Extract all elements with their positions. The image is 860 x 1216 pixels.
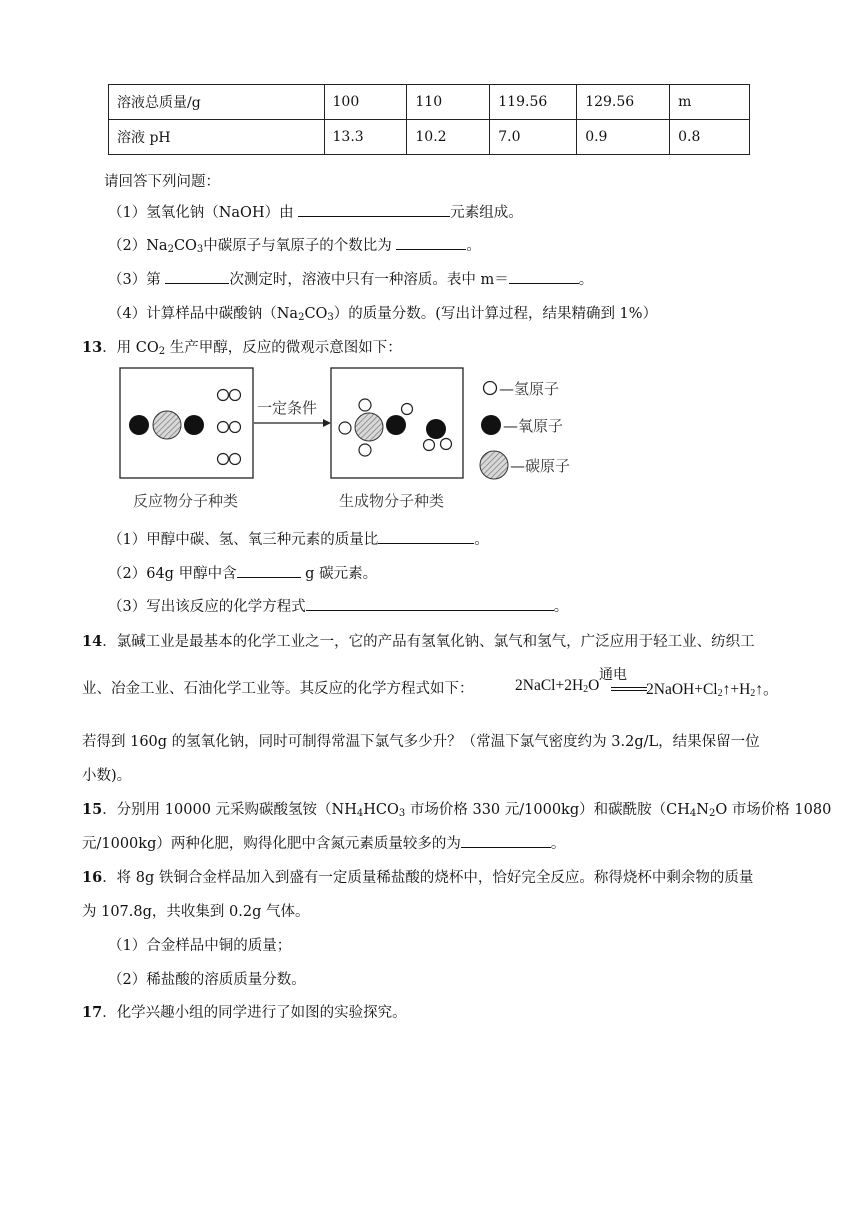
table-row [109, 85, 750, 120]
hydrogen-atom [230, 390, 241, 401]
legend-hydrogen-icon [484, 382, 497, 395]
q15-line1: 15．分别用 10000 元采购碳酸氢铵（$NH_4HCO_3$ 市场价格 330 元/1000kg）和碳酰胺（$CH_4N_2O$ 市场价格 1080 [82, 801, 832, 819]
table-cell: 0.9 [577, 120, 670, 155]
q15-line2: 元/1000kg）两种化肥，购得化肥中含氮元素质量较多的为 。 [82, 832, 565, 853]
q14-line4: 小数)。 [82, 768, 132, 784]
answer-blank[interactable] [237, 563, 301, 578]
answer-blank[interactable] [165, 269, 229, 284]
q12-part1: （1）氢氧化钠（NaOH）由 元素组成。 [108, 201, 523, 222]
question-number: 14 [82, 633, 103, 650]
legend-oxygen-icon [481, 415, 501, 435]
equation-condition: 通电 [599, 668, 627, 683]
q13-part2: （2）64g 甲醇中含 g 碳元素。 [108, 562, 377, 583]
answer-blank[interactable] [378, 529, 474, 544]
caption-products: 生成物分子种类 [339, 492, 445, 510]
hydrogen-atom [424, 440, 435, 451]
q14-line2: 业、冶金工业、石油化学工业等。其反应的化学方程式如下： [82, 681, 474, 697]
q13-part1: （1）甲醇中碳、氢、氧三种元素的质量比 。 [108, 528, 489, 549]
carbon-atom [355, 413, 383, 441]
q16-line1: 16．将 8g 铁铜合金样品加入到盛有一定质量稀盐酸的烧杯中，恰好完全反应。称得烧杯中剩余物的质量 [82, 869, 754, 886]
oxygen-atom [386, 415, 406, 435]
chemical-equation: 通电 $2NaCl+2H_2O$ $2NaOH+Cl_2↑+H_2↑$。 [515, 664, 815, 704]
legend-oxygen: —氧原子 [503, 417, 564, 435]
row-label: 溶液 pH [109, 120, 325, 155]
answer-blank[interactable] [396, 235, 466, 250]
q16-part2: （2）稀盐酸的溶质质量分数。 [108, 972, 306, 988]
hydrogen-atom [230, 422, 241, 433]
table-cell: 7.0 [490, 120, 577, 155]
hydrogen-atom [359, 444, 371, 456]
question-number: 17 [82, 1004, 103, 1021]
arrow-label: 一定条件 [257, 399, 318, 417]
answer-blank[interactable] [461, 833, 551, 848]
q16-part1: （1）合金样品中铜的质量； [108, 938, 292, 954]
hydrogen-atom [339, 422, 351, 434]
oxygen-atom [426, 419, 446, 439]
table-cell: m [670, 85, 750, 120]
q14-line3: 若得到 160g 的氢氧化钠，同时可制得常温下氯气多少升？（常温下氯气密度约为 3.2g/L，结果保留一位 [82, 734, 760, 750]
q16-line2: 为 107.8g，共收集到 0.2g 气体。 [82, 904, 310, 920]
table-cell: 13.3 [324, 120, 407, 155]
legend-carbon-icon [480, 451, 508, 479]
legend-carbon: —碳原子 [510, 457, 571, 475]
hydrogen-atom [218, 422, 229, 433]
table-cell: 119.56 [490, 85, 577, 120]
q13-stem: 13．用 $CO_2$ 生产甲醇，反应的微观示意图如下： [82, 339, 402, 357]
answer-blank[interactable] [509, 269, 579, 284]
arrow-head [323, 419, 331, 427]
hydrogen-atom [230, 454, 241, 465]
q12-intro: 请回答下列问题： [104, 174, 220, 190]
question-number: 15 [82, 801, 103, 818]
q14-line1: 14．氯碱工业是最基本的化学工业之一，它的产品有氢氧化钠、氯气和氢气，广泛应用于轻工业、纺织工 [82, 633, 755, 650]
hydrogen-atom [359, 399, 371, 411]
equation-equals [611, 687, 647, 691]
table-cell: 100 [324, 85, 407, 120]
table-cell: 10.2 [407, 120, 490, 155]
hydrogen-atom [441, 439, 452, 450]
row-label: 溶液总质量/g [109, 85, 325, 120]
oxygen-atom [184, 415, 204, 435]
q13-part3: （3）写出该反应的化学方程式 。 [108, 595, 568, 616]
oxygen-atom [129, 415, 149, 435]
question-number: 13 [82, 339, 103, 356]
hydrogen-atom [402, 404, 413, 415]
table-cell: 0.8 [670, 120, 750, 155]
table-cell: 129.56 [577, 85, 670, 120]
data-table [108, 84, 750, 155]
q12-part2: $(2)Na_2CO_3$中碳原子与氧原子的个数比为 。 [108, 234, 481, 255]
q17-line1: 17．化学兴趣小组的同学进行了如图的实验探究。 [82, 1004, 407, 1021]
hydrogen-atom [218, 454, 229, 465]
carbon-atom [153, 411, 181, 439]
reaction-diagram [117, 365, 607, 515]
q12-part4: （4）计算样品中碳酸钠$(Na_2CO_3)$的质量分数。(写出计算过程，结果精确到 1%） [108, 306, 658, 323]
table-cell: 110 [407, 85, 490, 120]
legend-hydrogen: —氢原子 [499, 380, 560, 398]
hydrogen-atom [218, 390, 229, 401]
answer-blank[interactable] [306, 596, 554, 611]
question-number: 16 [82, 869, 103, 886]
caption-reactants: 反应物分子种类 [133, 492, 239, 510]
q12-part3: （3）第 次测定时，溶液中只有一种溶质。表中 m＝ 。 [108, 268, 593, 289]
table-row [109, 120, 750, 155]
answer-blank[interactable] [298, 202, 450, 217]
